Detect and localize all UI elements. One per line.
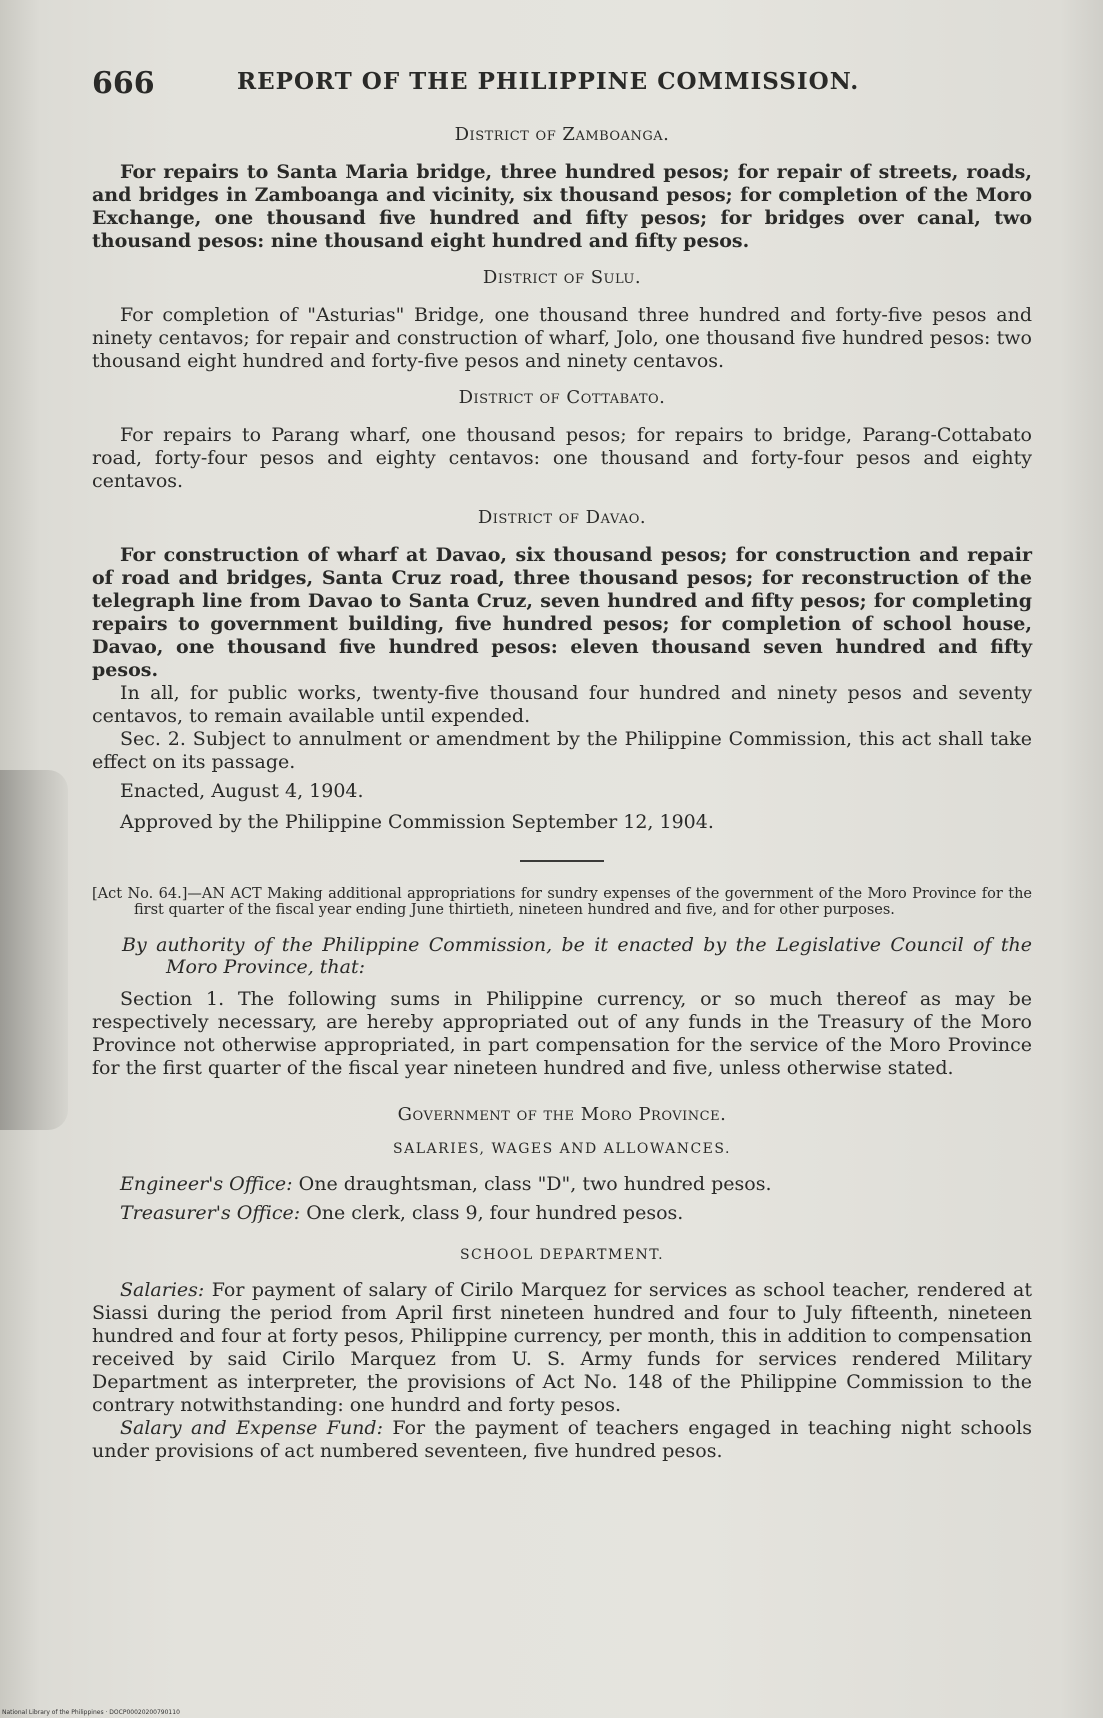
book-binding-shadow [0,770,68,1130]
school-salaries-paragraph [92,1279,1032,1417]
act-64-section-1: Section 1. The following sums in Philippine currency, or so much thereof as may be respectively necessary, are hereby appropriated out of any funds in the Treasury of the Moro Province not otherwise appropriated, in part compensation for the service of the Moro Province for the first quarter of the fiscal year nineteen hundred and five, unless otherwise stated. [92,988,1032,1079]
paragraph-davao: For construction of wharf at Davao, six thousand pesos; for construction and repair of road and bridges, Santa Cruz road, three thousand pesos; for reconstruction of the telegraph line from Davao to Santa Cruz, seven hundred and fifty pesos; for completing repairs to government building, five hundred pesos; for completion of school house, Davao, one thousand five hundred pesos: eleven thousand seven hundred and fifty pesos. [92,544,1032,681]
treasurer-office-label: Treasurer's Office: [120,1202,301,1224]
act-64-title: [Act No. 64.]—AN ACT Making additional appropriations for sundry expenses of the government of the Moro Province for the first quarter of the fiscal year ending June thirtieth, nineteen hundred and five, and for other purposes. [92,886,1032,918]
page-header [92,62,1032,110]
engineer-office-label: Engineer's Office: [120,1173,293,1195]
heading-government-moro: Government of the Moro Province. [397,1104,727,1125]
school-fund-text: For the payment of teachers engaged in teaching night schools under provisions of act numbered seventeen, five hundred pesos. [92,1417,1032,1462]
paragraph-sulu: For completion of "Asturias" Bridge, one thousand three hundred and forty-five pesos and ninety centavos; for repair and construction of wharf, Jolo, one thousand five hundred pesos: two thousand eight hundred and forty-five pesos and ninety centavos. [92,304,1032,372]
school-salaries-label: Salaries: [120,1279,205,1301]
school-fund-label: Salary and Expense Fund: [120,1417,383,1439]
treasurer-office-text: One clerk, class 9, four hundred pesos. [306,1202,684,1224]
heading-salaries-wages: SALARIES, WAGES AND ALLOWANCES. [393,1141,731,1157]
act-64-authority: By authority of the Philippine Commission, be it enacted by the Legislative Council of the Moro Province, that: [122,934,1032,978]
school-salaries-text: For payment of salary of Cirilo Marquez for services as school teacher, rendered at Siassi during the period from April first nineteen hundred and four to July fifteenth, nineteen hundred and four at forty pesos, Philippine currency, per month, this in addition to compensation received by said Cirilo Marquez from U. S. Army funds for services rendered Military Department as interpreter, the provisions of Act No. 148 of the Philippine Commission to the contrary notwithstanding: one hundrd and forty pesos. [92,1279,1032,1416]
section-divider [520,860,604,862]
treasurer-office-line [92,1202,1032,1225]
heading-davao: District of Davao. [477,507,647,528]
paragraph-cottabato: For repairs to Parang wharf, one thousand pesos; for repairs to bridge, Parang-Cottabato road, forty-four pesos and eighty centavos: one thousand and forty-four pesos and eighty centavos. [92,424,1032,492]
archive-footnote: National Library of the Philippines · DOCP00020200790110 [2,1709,180,1716]
approved-date: Approved by the Philippine Commission September 12, 1904. [120,811,714,833]
engineer-office-line [92,1173,1032,1196]
heading-cottabato: District of Cottabato. [458,387,666,408]
page-number: 666 [92,66,155,101]
enacted-date: Enacted, August 4, 1904. [120,780,364,802]
page-content [92,62,1032,1463]
school-fund-paragraph [92,1417,1032,1463]
heading-school-department: SCHOOL DEPARTMENT. [459,1247,665,1263]
heading-zamboanga: District of Zamboanga. [454,124,670,145]
running-title: REPORT OF THE PHILIPPINE COMMISSION. [237,68,860,95]
engineer-office-text: One draughtsman, class "D", two hundred pesos. [298,1173,772,1195]
paragraph-section-2: Sec. 2. Subject to annulment or amendment by the Philippine Commission, this act shall take effect on its passage. [92,728,1032,773]
heading-sulu: District of Sulu. [482,267,642,288]
paragraph-zamboanga: For repairs to Santa Maria bridge, three hundred pesos; for repair of streets, roads, and bridges in Zamboanga and vicinity, six thousand pesos; for completion of the Moro Exchange, one thousand five hundred and fifty pesos; for bridges over canal, two thousand pesos: nine thousand eight hundred and fifty pesos. [92,161,1032,252]
paragraph-total: In all, for public works, twenty-five thousand four hundred and ninety pesos and seventy centavos, to remain available until expended. [92,682,1032,727]
